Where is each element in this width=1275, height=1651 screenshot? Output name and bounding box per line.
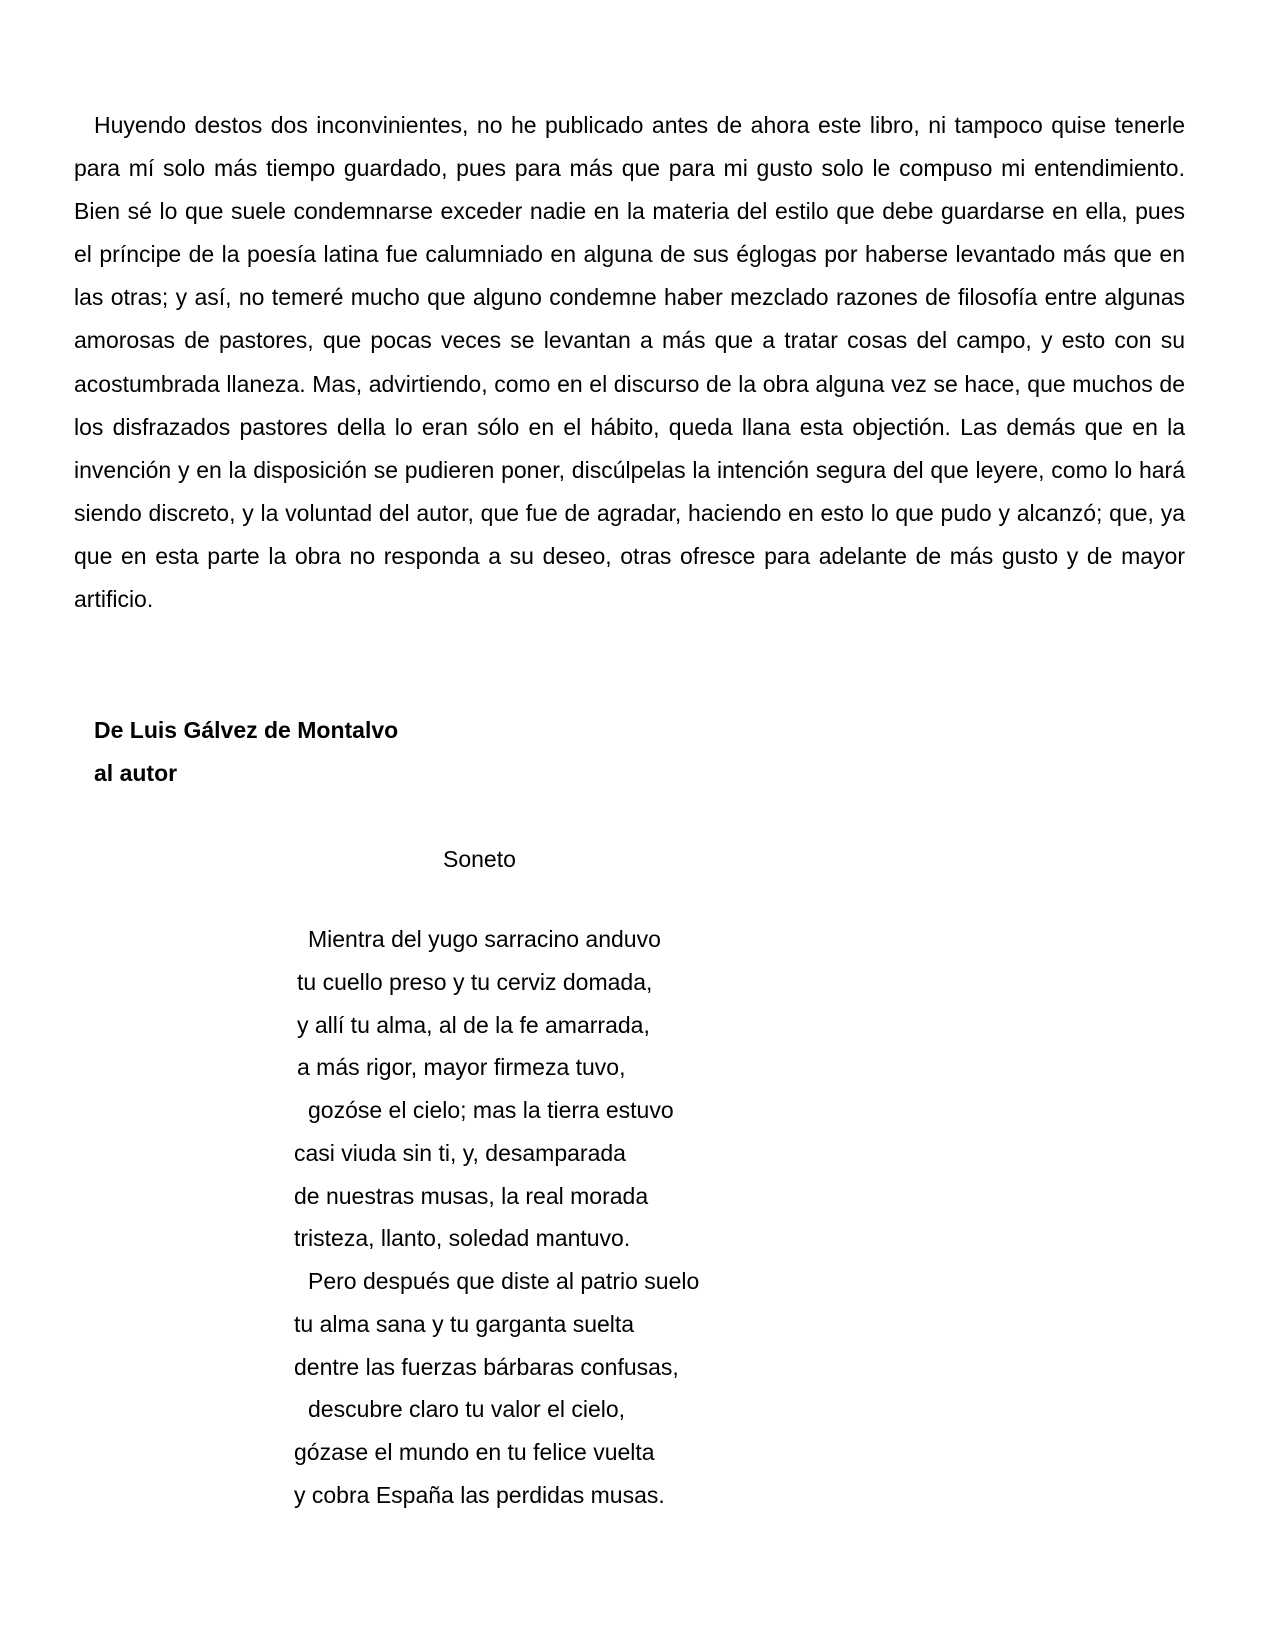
sonnet-verse: a más rigor, mayor firmeza tuvo, — [297, 1054, 626, 1080]
sonnet-verse: Mientra del yugo sarracino anduvo — [308, 926, 661, 952]
prologue-paragraph: Huyendo destos dos inconvinientes, no he publicado antes de ahora este libro, ni tampoco quise tenerle para mí solo más tiempo guardado, pues para más que para mi gusto solo le compuso mi entendimiento. Bien sé lo que suele condemnarse exceder nadie en la materia del estilo que debe guardarse en ella, pues el príncipe de la poesía latina fue calumniado en alguna de sus églogas por haberse levantado más que en las otras; y así, no temeré mucho que alguno condemne haber mezclado razones de filosofía entre algunas amorosas de pastores, que pocas veces se levantan a más que a tratar cosas del campo, y esto con su acostumbrada llaneza. Mas, advirtiendo, como en el discurso de la obra alguna vez se hace, que muchos de los disfrazados pastores della lo eran sólo en el hábito, queda llana esta objectión. Las demás que en la invención y en la disposición se pudieren poner, discúlpelas la intención segura del que leyere, como lo hará siendo discreto, y la voluntad del autor, que fue de agradar, haciendo en esto lo que pudo y alcanzó; que, ya que en esta parte la obra no responda a su deseo, otras ofresce para adelante de más gusto y de mayor artificio. — [74, 112, 1185, 613]
dedication-heading-line-1: De Luis Gálvez de Montalvo — [94, 717, 399, 743]
sonnet-verse: casi viuda sin ti, y, desamparada — [294, 1140, 626, 1166]
sonnet-verse: descubre claro tu valor el cielo, — [308, 1396, 626, 1422]
sonnet-verse: tristeza, llanto, soledad mantuvo. — [294, 1225, 631, 1251]
sonnet-verse: y cobra España las perdidas musas. — [294, 1482, 665, 1508]
sonnet-verse: dentre las fuerzas bárbaras confusas, — [294, 1354, 679, 1380]
sonnet-verse: Pero después que diste al patrio suelo — [308, 1268, 700, 1294]
sonnet-verse: gozóse el cielo; mas la tierra estuvo — [308, 1097, 674, 1123]
dedication-heading-line-2: al autor — [94, 760, 178, 786]
sonnet-title: Soneto — [443, 846, 516, 872]
sonnet-verse: gózase el mundo en tu felice vuelta — [294, 1439, 655, 1465]
sonnet-verse: de nuestras musas, la real morada — [294, 1183, 649, 1209]
sonnet-verse: tu cuello preso y tu cerviz domada, — [297, 969, 653, 995]
sonnet-verse: tu alma sana y tu garganta suelta — [294, 1311, 635, 1337]
sonnet-verse: y allí tu alma, al de la fe amarrada, — [297, 1012, 650, 1038]
